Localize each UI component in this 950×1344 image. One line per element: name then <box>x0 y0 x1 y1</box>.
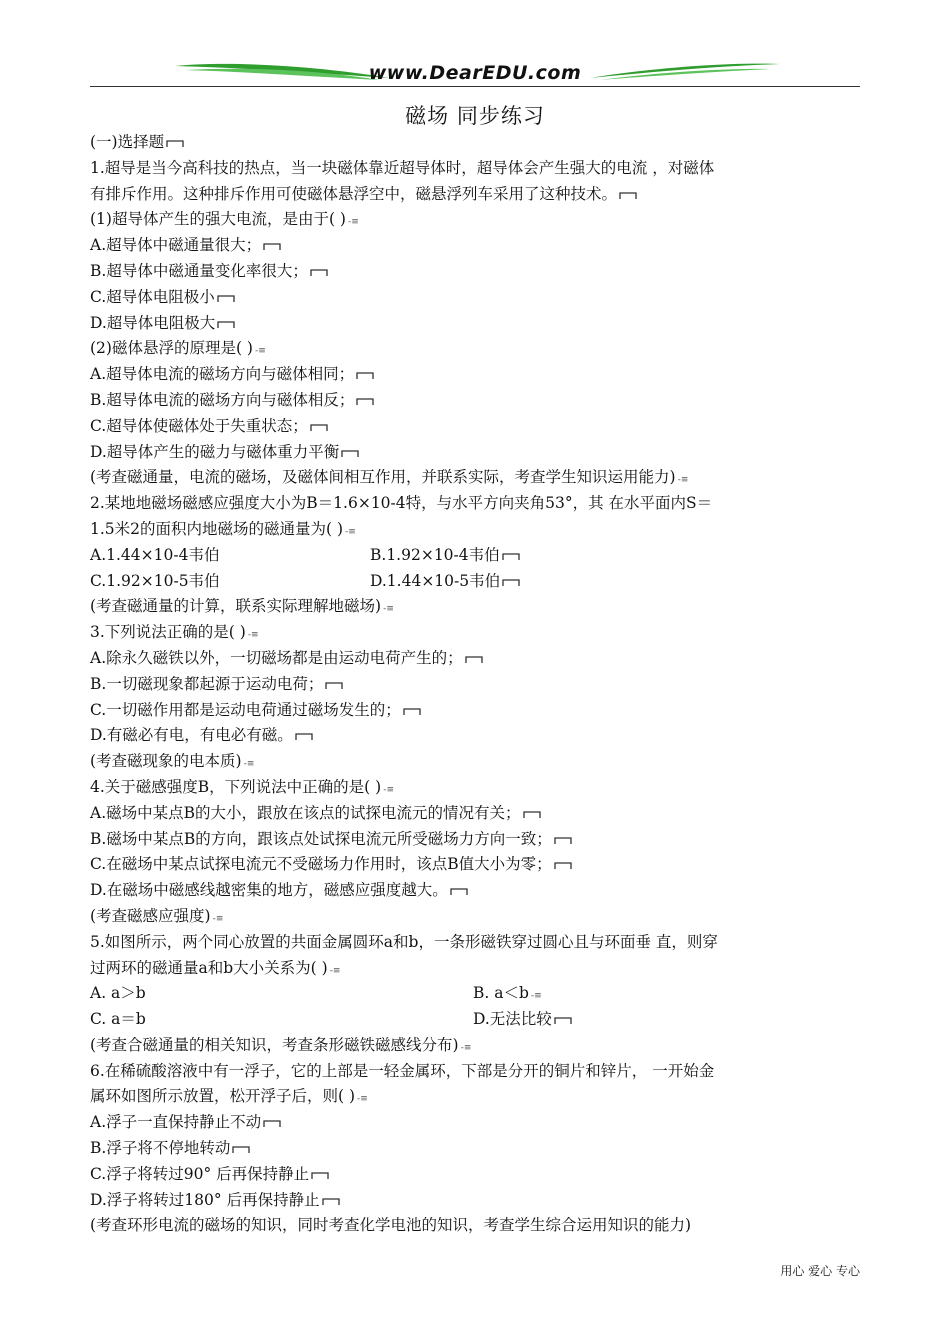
paragraph-mark-icon <box>263 241 281 251</box>
paragraph-mark-icon <box>310 422 328 432</box>
q5-option-d: D.无法比较 <box>473 1010 552 1029</box>
q4-option-a: A.磁场中某点B的大小，跟放在该点的试探电流元的情况有关； <box>90 803 521 822</box>
paragraph-mark-icon <box>311 1170 329 1180</box>
paragraph-mark-icon <box>232 1144 250 1154</box>
paragraph-mark-icon <box>166 138 184 148</box>
paragraph-mark-icon <box>502 551 520 561</box>
paragraph-mark-icon <box>554 860 572 870</box>
line-break-mark-icon: -≡ <box>460 1042 472 1053</box>
q1-sub2-option-a: A.超导体电流的磁场方向与磁体相同； <box>90 365 355 384</box>
paragraph-mark-icon <box>356 396 374 406</box>
paragraph-mark-icon <box>263 1118 281 1128</box>
q2-option-d: D.1.44×10-5韦伯 <box>370 571 501 590</box>
q1-sub1-option-a: A.超导体中磁通量很大； <box>90 236 262 255</box>
section-heading: (一)选择题 <box>90 133 165 151</box>
q1-stem-line1: 1.超导是当今高科技的热点，当一块磁体靠近超导体时，超导体会产生强大的电流 ，对磁体 <box>90 158 715 177</box>
paragraph-mark-icon <box>325 680 343 690</box>
q4-option-d: D.在磁场中磁感线越密集的地方，磁感应强度越大。 <box>90 881 448 900</box>
paragraph-mark-icon <box>295 731 313 741</box>
line-break-mark-icon: -≡ <box>357 1094 368 1105</box>
q1-sub2-option-d: D.超导体产生的磁力与磁体重力平衡 <box>90 442 340 461</box>
line-break-mark-icon: -≡ <box>347 217 359 228</box>
q2-option-b: B.1.92×10-4韦伯 <box>370 545 500 564</box>
q6-stem-line2: 属环如图所示放置，松开浮子后，则( ) <box>90 1087 356 1106</box>
q6-option-a: A.浮子一直保持静止不动 <box>90 1113 262 1132</box>
q6-option-c: C.浮子将转过90° 后再保持静止 <box>90 1164 310 1183</box>
q1-sub2-stem: (2)磁体悬浮的原理是( ) <box>90 339 253 358</box>
q5-option-a: A. a＞b <box>90 984 146 1003</box>
document-body <box>90 130 870 1239</box>
q6-note: (考查环形电流的磁场的知识，同时考查化学电池的知识，考查学生综合运用知识的能力) <box>90 1216 692 1235</box>
q2-option-a: A.1.44×10-4韦伯 <box>90 545 220 564</box>
q3-note: (考查磁现象的电本质) <box>90 752 242 771</box>
paragraph-mark-icon <box>310 267 328 277</box>
q4-note: (考查磁感应强度) <box>90 906 211 925</box>
q5-note: (考查合磁通量的相关知识，考查条形磁铁磁感线分布) <box>90 1035 459 1054</box>
q3-option-b: B.一切磁现象都起源于运动电荷； <box>90 674 324 693</box>
paragraph-mark-icon <box>403 706 421 716</box>
line-break-mark-icon: -≡ <box>530 991 542 1002</box>
q5-option-c: C. a＝b <box>90 1010 146 1029</box>
q1-sub1-stem: (1)超导体产生的强大电流，是由于( ) <box>90 210 346 229</box>
q3-option-d: D.有磁必有电，有电必有磁。 <box>90 726 293 745</box>
q1-sub2-option-c: C.超导体使磁体处于失重状态； <box>90 416 308 435</box>
q4-option-b: B.磁场中某点B的方向，跟该点处试探电流元所受磁场力方向一致； <box>90 829 552 848</box>
line-break-mark-icon: -≡ <box>254 346 266 357</box>
line-break-mark-icon: -≡ <box>383 784 394 795</box>
q1-stem-line2: 有排斥作用。这种排斥作用可使磁体悬浮空中，磁悬浮列车采用了这种技术。 <box>90 184 618 203</box>
page-title: 磁场 同步练习 <box>405 104 545 128</box>
line-break-mark-icon: -≡ <box>677 475 689 486</box>
q6-stem-line1: 6.在稀硫酸溶液中有一浮子，它的上部是一轻金属环，下部是分开的铜片和锌片， 一开始金 <box>90 1061 715 1080</box>
q5-stem-line2: 过两环的磁通量a和b大小关系为( ) <box>90 958 328 977</box>
q3-stem: 3.下列说法正确的是( ) <box>90 623 246 642</box>
paragraph-mark-icon <box>465 654 483 664</box>
line-break-mark-icon: -≡ <box>345 526 356 537</box>
q1-sub1-option-c: C.超导体电阻极小 <box>90 287 215 306</box>
site-logo-text[interactable]: www.DearEDU.com <box>368 62 582 84</box>
paragraph-mark-icon <box>450 886 468 896</box>
q1-note: (考查磁通量，电流的磁场，及磁体间相互作用，并联系实际，考查学生知识运用能力) <box>90 468 676 487</box>
page-footer: 用心 爱心 专心 <box>780 1264 860 1278</box>
q5-stem-line1: 5.如图所示，两个同心放置的共面金属圆环a和b，一条形磁铁穿过圆心且与环面垂 直，则穿 <box>90 932 718 951</box>
q4-stem: 4.关于磁感强度B，下列说法中正确的是( ) <box>90 777 382 796</box>
paragraph-mark-icon <box>523 809 541 819</box>
paragraph-mark-icon <box>217 293 235 303</box>
paragraph-mark-icon <box>356 370 374 380</box>
header-rule <box>90 86 860 87</box>
q3-option-c: C.一切磁作用都是运动电荷通过磁场发生的； <box>90 700 401 719</box>
paragraph-mark-icon <box>341 448 359 458</box>
paragraph-mark-icon <box>554 835 572 845</box>
q6-option-b: B.浮子将不停地转动 <box>90 1139 231 1158</box>
q3-option-a: A.除永久磁铁以外，一切磁场都是由运动电荷产生的； <box>90 648 463 667</box>
q4-option-c: C.在磁场中某点试探电流元不受磁场力作用时，该点B值大小为零； <box>90 855 552 874</box>
paragraph-mark-icon <box>502 577 520 587</box>
paragraph-mark-icon <box>322 1196 340 1206</box>
q1-sub1-option-d: D.超导体电阻极大 <box>90 313 216 332</box>
line-break-mark-icon: -≡ <box>383 604 394 615</box>
q1-sub1-option-b: B.超导体中磁通量变化率很大； <box>90 261 308 280</box>
q6-option-d: D.浮子将转过180° 后再保持静止 <box>90 1190 320 1209</box>
q2-stem-line1: 2.某地地磁场磁感应强度大小为B＝1.6×10-4特，与水平方向夹角53°，其 在水平面内S＝ <box>90 494 713 513</box>
line-break-mark-icon: -≡ <box>329 965 341 976</box>
paragraph-mark-icon <box>554 1015 572 1025</box>
paragraph-mark-icon <box>619 190 637 200</box>
q2-option-c: C.1.92×10-5韦伯 <box>90 571 220 590</box>
line-break-mark-icon: -≡ <box>243 759 255 770</box>
line-break-mark-icon: -≡ <box>247 630 259 641</box>
q1-sub2-option-b: B.超导体电流的磁场方向与磁体相反； <box>90 390 355 409</box>
line-break-mark-icon: -≡ <box>212 913 224 924</box>
q2-note: (考查磁通量的计算，联系实际理解地磁场) <box>90 597 382 616</box>
q2-stem-line2: 1.5米2的面积内地磁场的磁通量为( ) <box>90 519 344 538</box>
q5-option-b: B. a＜b <box>473 984 529 1003</box>
paragraph-mark-icon <box>217 319 235 329</box>
